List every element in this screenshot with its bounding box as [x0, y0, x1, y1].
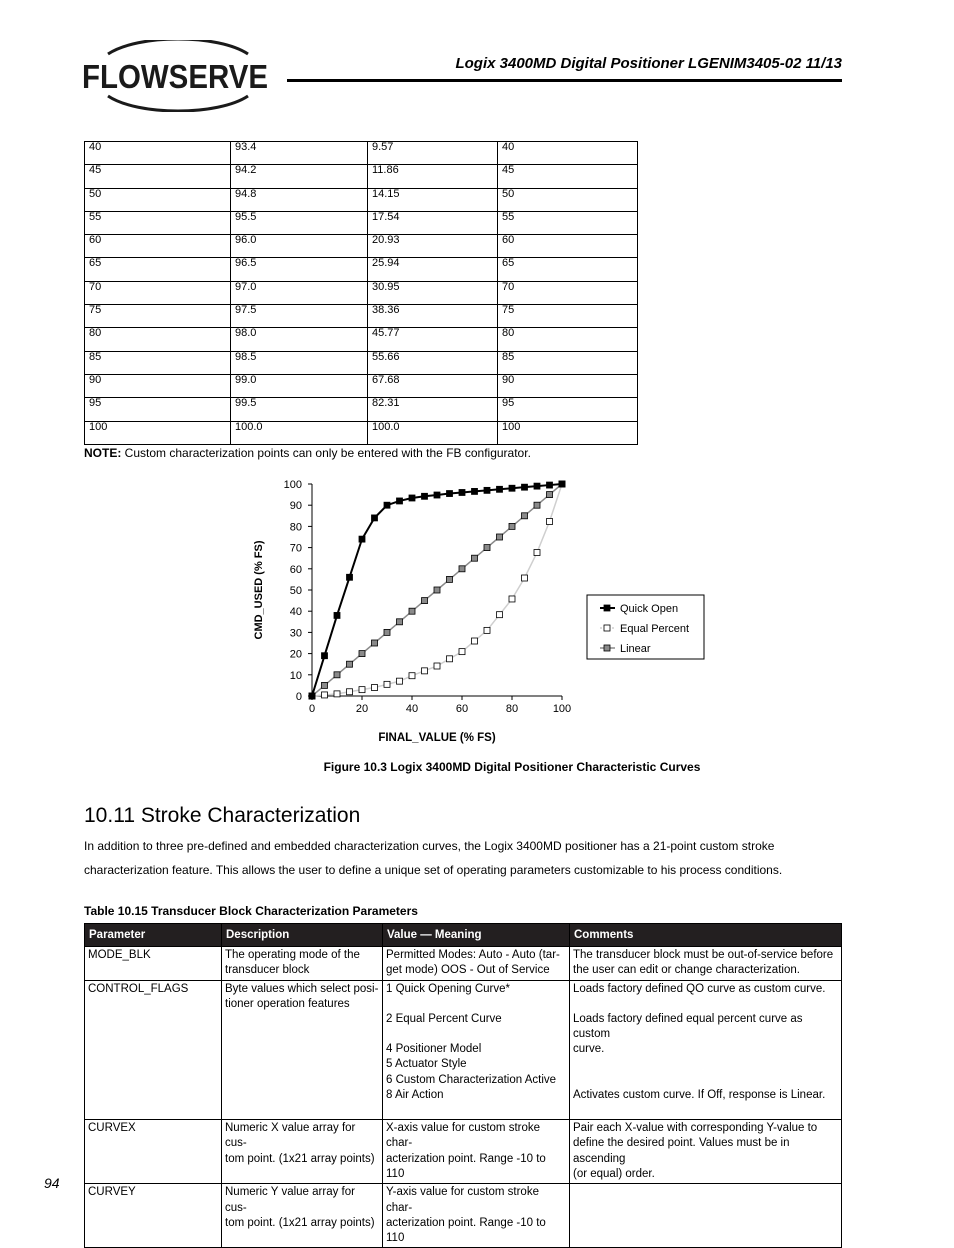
col-header-value: Value — Meaning	[383, 924, 570, 947]
table-cell: 80	[85, 328, 231, 351]
desc-line: Numeric Y value array for cus-	[225, 1186, 355, 1214]
table-cell: 95	[85, 398, 231, 421]
value-cell	[383, 947, 570, 981]
desc-line: The operating mode of the	[225, 949, 360, 961]
data-point-equal-percent	[384, 681, 390, 687]
data-point-equal-percent	[347, 689, 353, 695]
comment-line	[573, 997, 838, 1012]
value-line: Permitted Modes: Auto - Auto (tar-	[386, 949, 560, 961]
table-cell: 98.0	[231, 328, 368, 351]
data-point-quick-open	[559, 481, 565, 487]
table-cell: 60	[498, 235, 638, 258]
value-line: acterization point. Range -10 to 110	[386, 1152, 546, 1180]
data-point-linear	[534, 502, 540, 508]
data-point-linear	[509, 523, 515, 529]
table-row	[85, 1184, 842, 1248]
comment-line: define the desired point. Values must be in ascending	[573, 1137, 790, 1165]
y-tick-label: 90	[289, 500, 302, 513]
y-tick-label: 10	[289, 669, 302, 682]
data-point-quick-open	[422, 493, 428, 499]
data-point-equal-percent	[472, 638, 478, 644]
data-point-quick-open	[309, 693, 315, 699]
comment-line: the user can edit or change characterization.	[573, 964, 800, 977]
table-cell: 55	[498, 211, 638, 234]
table-cell: 40	[498, 142, 638, 165]
table-cell: 95.5	[231, 211, 368, 234]
y-axis-label: CMD_USED (% FS)	[253, 540, 265, 640]
comment-line	[573, 1058, 838, 1073]
value-line: Y-axis value for custom stroke char-	[386, 1186, 539, 1214]
table-cell: 95	[498, 398, 638, 421]
data-point-quick-open	[322, 653, 328, 659]
table-cell: 75	[85, 305, 231, 328]
legend-label-equal-percent: Equal Percent	[620, 623, 690, 635]
data-point-equal-percent	[447, 656, 453, 662]
table-cell: 38.36	[368, 305, 498, 328]
table-cell: 70	[85, 281, 231, 304]
data-point-equal-percent	[484, 627, 490, 633]
y-tick-label: 50	[289, 585, 302, 597]
legend-label-quick-open: Quick Open	[620, 603, 679, 615]
table-cell: 100.0	[368, 421, 498, 444]
legend-marker	[604, 605, 610, 611]
data-point-quick-open	[459, 489, 465, 495]
parameter-cell: CURVEX	[85, 1120, 222, 1184]
desc-line: tioner operation features	[225, 997, 350, 1010]
value-line: 8 Air Action	[386, 1089, 444, 1102]
data-point-linear	[397, 619, 403, 625]
data-point-linear	[497, 534, 503, 540]
comment-line	[573, 1103, 838, 1118]
data-point-linear	[522, 513, 528, 519]
table-cell: 90	[498, 374, 638, 397]
table-cell: 85	[498, 351, 638, 374]
note-text: Custom characterization points can only be entered with the FB configurator.	[121, 446, 531, 460]
svg-text:FLOWSERVE: FLOWSERVE	[82, 58, 268, 95]
comment-line: Activates custom curve. If Off, response is Linear.	[573, 1088, 826, 1101]
value-line: 1 Quick Opening Curve*	[386, 982, 511, 995]
table-row	[85, 258, 638, 281]
desc-line: Numeric X value array for cus-	[225, 1122, 356, 1150]
table-cell: 11.86	[368, 165, 498, 188]
table-cell: 93.4	[231, 142, 368, 165]
value-line: X-axis value for custom stroke char-	[386, 1122, 541, 1150]
data-point-quick-open	[522, 484, 528, 490]
data-point-linear	[459, 566, 465, 572]
table-cell: 55	[85, 211, 231, 234]
table-cell: 20.93	[368, 235, 498, 258]
table-cell: 40	[85, 142, 231, 165]
data-point-equal-percent	[534, 550, 540, 556]
desc-cell	[222, 1184, 383, 1248]
value-cell	[383, 1184, 570, 1248]
table-cell: 30.95	[368, 281, 498, 304]
data-point-quick-open	[384, 502, 390, 508]
desc-line: tom point. (1x21 array points)	[225, 1152, 375, 1165]
header-rule	[287, 79, 842, 82]
x-tick-label: 80	[505, 703, 519, 715]
data-point-equal-percent	[422, 668, 428, 674]
data-point-equal-percent	[509, 596, 515, 602]
comment-line: Loads factory defined equal percent curve as custom	[573, 1012, 803, 1041]
data-point-quick-open	[434, 492, 440, 498]
table-cell: 65	[85, 258, 231, 281]
table-cell: 94.2	[231, 165, 368, 188]
table-row	[85, 142, 638, 165]
table-cell: 50	[498, 188, 638, 211]
data-point-equal-percent	[547, 519, 553, 525]
data-point-linear	[547, 492, 553, 498]
characteristic-curves-chart	[240, 474, 710, 754]
table-cell: 45	[85, 165, 231, 188]
table-row	[85, 281, 638, 304]
parameter-cell: CURVEY	[85, 1184, 222, 1248]
data-point-linear	[472, 555, 478, 561]
y-tick-label: 100	[283, 479, 302, 491]
data-point-equal-percent	[522, 575, 528, 581]
flowserve-logo	[78, 40, 278, 112]
table-cell: 25.94	[368, 258, 498, 281]
col-header-parameter: Parameter	[85, 924, 222, 947]
desc-cell	[222, 947, 383, 981]
table-cell: 75	[498, 305, 638, 328]
value-line: 5 Actuator Style	[386, 1058, 467, 1071]
comment-line: curve.	[573, 1043, 605, 1056]
x-tick-label: 100	[552, 703, 572, 715]
comment-cell	[570, 1184, 842, 1248]
data-point-linear	[422, 598, 428, 604]
legend-marker	[604, 645, 610, 651]
desc-cell	[222, 980, 383, 1119]
curve-values-table	[84, 141, 638, 445]
parameters-table	[84, 923, 842, 1248]
comment-cell	[570, 947, 842, 981]
data-point-equal-percent	[334, 691, 340, 697]
figure-caption: Figure 10.3 Logix 3400MD Digital Positioner Characteristic Curves	[323, 760, 701, 774]
table-row	[85, 235, 638, 258]
table-row	[85, 1120, 842, 1184]
data-point-quick-open	[397, 498, 403, 504]
data-point-quick-open	[534, 483, 540, 489]
x-axis-label: FINAL_VALUE (% FS)	[378, 732, 496, 744]
table-cell: 90	[85, 374, 231, 397]
section-title: 10.11 Stroke Characterization	[84, 804, 361, 827]
data-point-linear	[359, 651, 365, 657]
comment-line: Loads factory defined QO curve as custom curve.	[573, 982, 826, 995]
table-cell: 100	[498, 421, 638, 444]
table-row	[85, 328, 638, 351]
data-point-equal-percent	[397, 678, 403, 684]
table-cell: 99.5	[231, 398, 368, 421]
value-cell	[383, 1120, 570, 1184]
data-point-quick-open	[497, 486, 503, 492]
value-line: 6 Custom Characterization Active	[386, 1073, 557, 1086]
table-cell: 99.0	[231, 374, 368, 397]
table-title: Table 10.15 Transducer Block Characterization Parameters	[84, 904, 418, 918]
data-point-equal-percent	[409, 673, 415, 679]
desc-cell	[222, 1120, 383, 1184]
table-row	[85, 980, 842, 1119]
y-tick-label: 30	[289, 627, 302, 640]
data-point-linear	[384, 629, 390, 635]
legend-marker	[604, 625, 610, 631]
y-tick-label: 70	[289, 542, 302, 555]
data-point-quick-open	[447, 491, 453, 497]
note-label: NOTE:	[84, 446, 122, 460]
comment-line	[573, 1073, 838, 1088]
table-cell: 96.0	[231, 235, 368, 258]
comment-line: The transducer block must be out-of-service before	[573, 949, 834, 961]
data-point-equal-percent	[372, 685, 378, 691]
data-point-equal-percent	[434, 663, 440, 669]
desc-line: tom point. (1x21 array points)	[225, 1216, 375, 1229]
data-point-quick-open	[334, 612, 340, 618]
table-cell: 97.5	[231, 305, 368, 328]
table-row	[85, 421, 638, 444]
value-line	[386, 997, 566, 1012]
table-row	[85, 305, 638, 328]
data-point-quick-open	[547, 482, 553, 488]
comment-line: Pair each X-value with corresponding Y-value to	[573, 1122, 818, 1135]
table-row	[85, 351, 638, 374]
y-tick-label: 40	[289, 606, 302, 619]
table-cell: 17.54	[368, 211, 498, 234]
value-line: get mode) OOS - Out of Service	[386, 964, 550, 977]
table-cell: 85	[85, 351, 231, 374]
data-point-linear	[334, 672, 340, 678]
data-point-quick-open	[372, 515, 378, 521]
y-tick-label: 60	[289, 563, 302, 576]
data-point-linear	[434, 587, 440, 593]
table-cell: 45	[498, 165, 638, 188]
data-point-equal-percent	[322, 692, 328, 698]
comment-cell	[570, 980, 842, 1119]
data-point-linear	[372, 640, 378, 646]
y-tick-label: 0	[295, 691, 302, 703]
data-point-linear	[484, 545, 490, 551]
table-cell: 55.66	[368, 351, 498, 374]
y-tick-label: 20	[289, 648, 302, 661]
data-point-quick-open	[359, 536, 365, 542]
table-cell: 82.31	[368, 398, 498, 421]
data-point-equal-percent	[497, 612, 503, 618]
table-cell: 67.68	[368, 374, 498, 397]
table-row	[85, 398, 638, 421]
table-cell: 14.15	[368, 188, 498, 211]
table-cell: 94.8	[231, 188, 368, 211]
table-cell: 65	[498, 258, 638, 281]
data-point-quick-open	[347, 574, 353, 580]
table-row	[85, 211, 638, 234]
note	[84, 446, 531, 460]
table-cell: 45.77	[368, 328, 498, 351]
legend-label-linear: Linear	[620, 643, 651, 655]
y-tick-label: 80	[289, 521, 302, 534]
col-header-comments: Comments	[570, 924, 842, 947]
table-row	[85, 374, 638, 397]
x-tick-label: 0	[308, 703, 316, 715]
comment-cell	[570, 1120, 842, 1184]
table-cell: 100	[85, 421, 231, 444]
table-cell: 70	[498, 281, 638, 304]
x-tick-label: 20	[355, 703, 369, 715]
comment-line: (or equal) order.	[573, 1167, 655, 1180]
section-paragraph: In addition to three pre-defined and embedded characterization curves, the Logix 3400MD positioner has a 21-point custom stroke characterization feature. This allows the user to define a unique set of operating parameters customizable to his process conditions.	[84, 839, 783, 877]
data-point-equal-percent	[359, 687, 365, 693]
data-point-quick-open	[409, 495, 415, 501]
parameter-cell: MODE_BLK	[85, 947, 222, 981]
data-point-linear	[347, 661, 353, 667]
table-cell: 97.0	[231, 281, 368, 304]
x-tick-label: 40	[405, 703, 419, 715]
data-point-quick-open	[484, 487, 490, 493]
table-cell: 96.5	[231, 258, 368, 281]
table-row	[85, 165, 638, 188]
col-header-description: Description	[222, 924, 383, 947]
table-cell: 98.5	[231, 351, 368, 374]
table-cell: 50	[85, 188, 231, 211]
table-cell: 100.0	[231, 421, 368, 444]
value-line	[386, 1027, 566, 1042]
parameter-cell: CONTROL_FLAGS	[85, 980, 222, 1119]
desc-line: Byte values which select posi-	[225, 982, 379, 995]
value-line: acterization point. Range -10 to 110	[386, 1216, 546, 1245]
document-header-title: Logix 3400MD Digital Positioner LGENIM3405-02 11/13	[455, 55, 842, 72]
page-number: 94	[44, 1175, 60, 1191]
value-line: 2 Equal Percent Curve	[386, 1012, 502, 1025]
data-point-linear	[322, 682, 328, 688]
data-point-quick-open	[509, 485, 515, 491]
table-row	[85, 188, 638, 211]
desc-line: transducer block	[225, 964, 310, 977]
x-tick-label: 60	[455, 703, 469, 715]
table-cell: 60	[85, 235, 231, 258]
value-cell	[383, 980, 570, 1119]
table-row	[85, 947, 842, 981]
value-line: 4 Positioner Model	[386, 1043, 482, 1056]
data-point-linear	[409, 608, 415, 614]
table-cell: 9.57	[368, 142, 498, 165]
data-point-quick-open	[472, 488, 478, 494]
data-point-equal-percent	[459, 649, 465, 655]
data-point-linear	[447, 576, 453, 582]
table-cell: 80	[498, 328, 638, 351]
